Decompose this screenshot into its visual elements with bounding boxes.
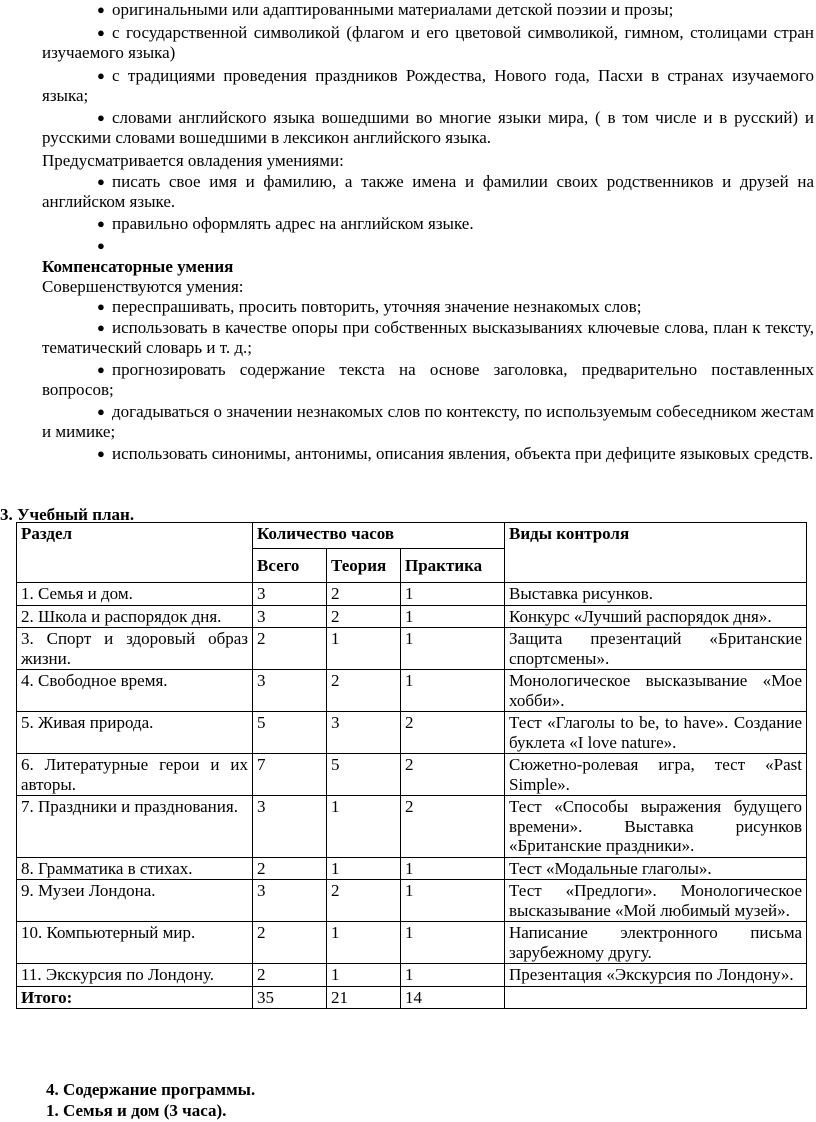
table-row: [17, 964, 807, 987]
cell-total: 3: [253, 880, 327, 922]
section-4-title: 4. Содержание программы.: [46, 1080, 256, 1099]
cell-total: 3: [253, 796, 327, 858]
cell-control: Презентация «Экскурсия по Лондону».: [505, 964, 807, 987]
bullet-icon: ●: [97, 299, 105, 314]
cell-total: 3: [253, 670, 327, 712]
bullet-icon: ●: [97, 216, 105, 231]
bullet-icon: ●: [97, 174, 105, 189]
cell-practice: 1: [401, 628, 505, 670]
bullet-item: ● догадываться о значении незнакомых слов по контексту, по используемым собеседником жестам и мимике;: [42, 402, 814, 441]
table-row: [17, 922, 807, 964]
header-section: Раздел: [17, 523, 253, 583]
table-total-row: [17, 986, 807, 1009]
bullet-icon: ●: [97, 362, 105, 377]
cell-control-empty: [505, 986, 807, 1009]
cell-control: Тест «Глаголы to be, to have». Создание буклета «I love nature».: [505, 712, 807, 754]
bullet-icon: ●: [97, 2, 105, 17]
bullet-item: ● писать свое имя и фамилию, а также имена и фамилии своих родственников и друзей на английском языке.: [42, 172, 814, 211]
bullet-icon: ●: [97, 446, 105, 461]
cell-control: Тест «Модальные глаголы».: [505, 857, 807, 880]
cell-section: 3. Спорт и здоровый образ жизни.: [17, 628, 253, 670]
bullet-item: ● словами английского языка вошедшими во многие языки мира, ( в том числе и в русский) и русскими словами вошедшими в лексикон английского языка.: [42, 108, 814, 147]
cell-control: Сюжетно-ролевая игра, тест «Past Simple».: [505, 754, 807, 796]
bullet-item: ● использовать в качестве опоры при собственных высказываниях ключевые слова, план к тексту, тематический словарь и т. д.;: [42, 318, 814, 357]
cell-control: Тест «Предлоги». Монологическое высказывание «Мой любимый музей».: [505, 880, 807, 922]
cell-control: Выставка рисунков.: [505, 583, 807, 606]
table-row: [17, 796, 807, 858]
table-row: [17, 670, 807, 712]
bullet-item: ● оригинальными или адаптированными материалами детской поэзии и прозы;: [97, 0, 674, 19]
cell-practice: 1: [401, 922, 505, 964]
cell-practice-sum: 14: [401, 986, 505, 1009]
cell-theory: 2: [327, 605, 401, 628]
heading-compensatory: Компенсаторные умения: [42, 257, 234, 276]
header-control: Виды контроля: [505, 523, 807, 583]
cell-practice: 1: [401, 964, 505, 987]
header-total: Всего: [253, 549, 327, 583]
bullet-item: ● прогнозировать содержание текста на основе заголовка, предварительно поставленных вопросов;: [42, 360, 814, 399]
cell-control: Конкурс «Лучший распорядок дня».: [505, 605, 807, 628]
cell-total: 7: [253, 754, 327, 796]
bullet-icon: ●: [97, 25, 105, 40]
paragraph-provides: Предусматривается овладения умениями:: [42, 151, 344, 170]
cell-theory: 1: [327, 922, 401, 964]
cell-section: 9. Музеи Лондона.: [17, 880, 253, 922]
cell-theory: 1: [327, 857, 401, 880]
header-theory: Теория: [327, 549, 401, 583]
cell-practice: 2: [401, 712, 505, 754]
header-hours: Количество часов: [253, 523, 505, 549]
subsection-family-home: 1. Семья и дом (3 часа).: [46, 1101, 227, 1120]
cell-section: 7. Праздники и празднования.: [17, 796, 253, 858]
cell-section: 4. Свободное время.: [17, 670, 253, 712]
cell-control: Защита презентаций «Британские спортсмены».: [505, 628, 807, 670]
cell-theory: 5: [327, 754, 401, 796]
table-row: [17, 583, 807, 606]
cell-theory: 3: [327, 712, 401, 754]
cell-total: 2: [253, 964, 327, 987]
cell-theory: 2: [327, 583, 401, 606]
bullet-item: ● переспрашивать, просить повторить, уточняя значение незнакомых слов;: [97, 297, 642, 316]
cell-control: Написание электронного письма зарубежному другу.: [505, 922, 807, 964]
header-practice: Практика: [401, 549, 505, 583]
cell-total: 5: [253, 712, 327, 754]
cell-theory: 1: [327, 964, 401, 987]
table-row: [17, 628, 807, 670]
table-row: [17, 880, 807, 922]
bullet-item: ● правильно оформлять адрес на английском языке.: [97, 214, 474, 233]
cell-control: Монологическое высказывание «Мое хобби».: [505, 670, 807, 712]
cell-theory: 2: [327, 880, 401, 922]
cell-control: Тест «Способы выражения будущего времени». Выставка рисунков «Британские праздники».: [505, 796, 807, 858]
cell-section: 1. Семья и дом.: [17, 583, 253, 606]
curriculum-table: [16, 522, 807, 1009]
cell-section: 8. Грамматика в стихах.: [17, 857, 253, 880]
cell-total: 3: [253, 605, 327, 628]
table-row: [17, 857, 807, 880]
cell-total: 2: [253, 628, 327, 670]
cell-total: 3: [253, 583, 327, 606]
cell-practice: 2: [401, 796, 505, 858]
bullet-icon: ●: [97, 110, 105, 125]
section-3-title: 3. Учебный план.: [0, 505, 135, 524]
cell-practice: 1: [401, 857, 505, 880]
cell-practice: 1: [401, 583, 505, 606]
cell-total-sum: 35: [253, 986, 327, 1009]
cell-section: 2. Школа и распорядок дня.: [17, 605, 253, 628]
table-row: [17, 605, 807, 628]
cell-theory: 1: [327, 628, 401, 670]
bullet-icon: ●: [97, 404, 105, 419]
cell-practice: 1: [401, 670, 505, 712]
cell-theory-sum: 21: [327, 986, 401, 1009]
paragraph-improved: Совершенствуются умения:: [42, 277, 244, 296]
cell-practice: 1: [401, 605, 505, 628]
cell-section: 11. Экскурсия по Лондону.: [17, 964, 253, 987]
cell-theory: 1: [327, 796, 401, 858]
bullet-item: ● с государственной символикой (флагом и его цветовой символикой, гимном, столицами стран изучаемого языка): [42, 23, 814, 62]
bullet-item: ● использовать синонимы, антонимы, описания явления, объекта при дефиците языковых средств.: [97, 444, 814, 463]
cell-theory: 2: [327, 670, 401, 712]
cell-total-label: Итого:: [17, 986, 253, 1009]
table-row: [17, 712, 807, 754]
cell-section: 5. Живая природа.: [17, 712, 253, 754]
cell-practice: 2: [401, 754, 505, 796]
cell-section: 10. Компьютерный мир.: [17, 922, 253, 964]
cell-section: 6. Литературные герои и их авторы.: [17, 754, 253, 796]
bullet-item: ● с традициями проведения праздников Рождества, Нового года, Пасхи в странах изучаемого языка;: [42, 66, 814, 105]
table-header-row: [17, 523, 807, 549]
bullet-icon: ●: [97, 320, 105, 335]
cell-total: 2: [253, 857, 327, 880]
table-row: [17, 754, 807, 796]
bullet-icon: ●: [97, 238, 105, 253]
cell-practice: 1: [401, 880, 505, 922]
bullet-icon: ●: [97, 68, 105, 83]
cell-total: 2: [253, 922, 327, 964]
